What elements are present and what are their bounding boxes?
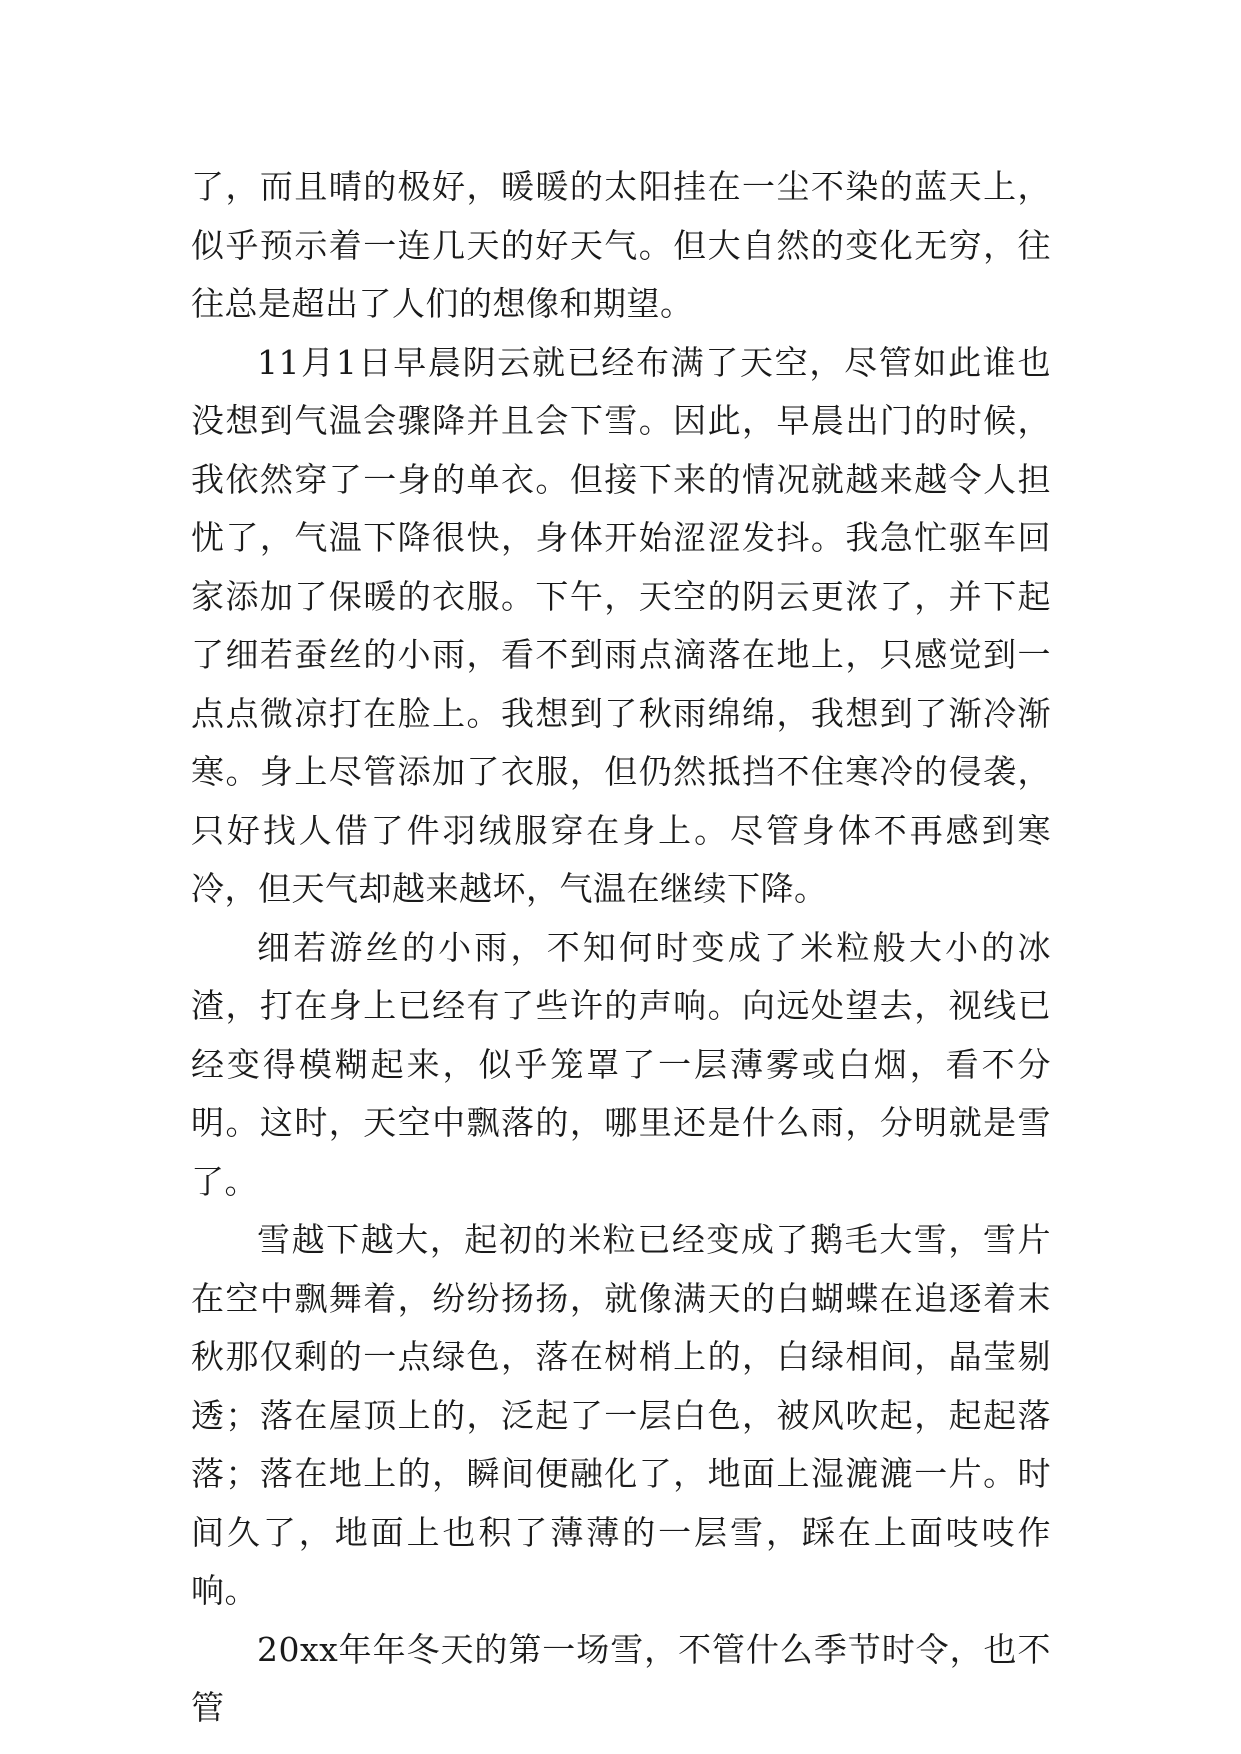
paragraph-1: 了，而且晴的极好，暖暖的太阳挂在一尘不染的蓝天上，似乎预示着一连几天的好天气。但大自然的变化无穷，往往总是超出了人们的想像和期望。: [191, 167, 1051, 323]
paragraph-3: 细若游丝的小雨，不知何时变成了米粒般大小的冰渣，打在身上已经有了些许的声响。向远处望去，视线已经变得模糊起来，似乎笼罩了一层薄雾或白烟，看不分明。这时，天空中飘落的，哪里还是什么雨，分明就是雪了。: [191, 927, 1051, 1201]
body-text: [191, 158, 1051, 1738]
paragraph-2: 11月1日早晨阴云就已经布满了天空，尽管如此谁也没想到气温会骤降并且会下雪。因此，早晨出门的时候，我依然穿了一身的单衣。但接下来的情况就越来越令人担忧了，气温下降很快，身体开始涩涩发抖。我急忙驱车回家添加了保暖的衣服。下午，天空的阴云更浓了，并下起了细若蚕丝的小雨，看不到雨点滴落在地上，只感觉到一点点微凉打在脸上。我想到了秋雨绵绵，我想到了渐冷渐寒。身上尽管添加了衣服，但仍然抵挡不住寒冷的侵袭，只好找人借了件羽绒服穿在身上。尽管身体不再感到寒冷，但天气却越来越坏，气温在继续下降。: [191, 342, 1051, 908]
paragraph-5: 20xx年年冬天的第一场雪，不管什么季节时令，也不管: [191, 1629, 1051, 1727]
paragraph-4: 雪越下越大，起初的米粒已经变成了鹅毛大雪，雪片在空中飘舞着，纷纷扬扬，就像满天的白蝴蝶在追逐着末秋那仅剩的一点绿色，落在树梢上的，白绿相间，晶莹剔透；落在屋顶上的，泛起了一层白色，被风吹起，起起落落；落在地上的，瞬间便融化了，地面上湿漉漉一片。时间久了，地面上也积了薄薄的一层雪，踩在上面吱吱作响。: [191, 1220, 1051, 1610]
